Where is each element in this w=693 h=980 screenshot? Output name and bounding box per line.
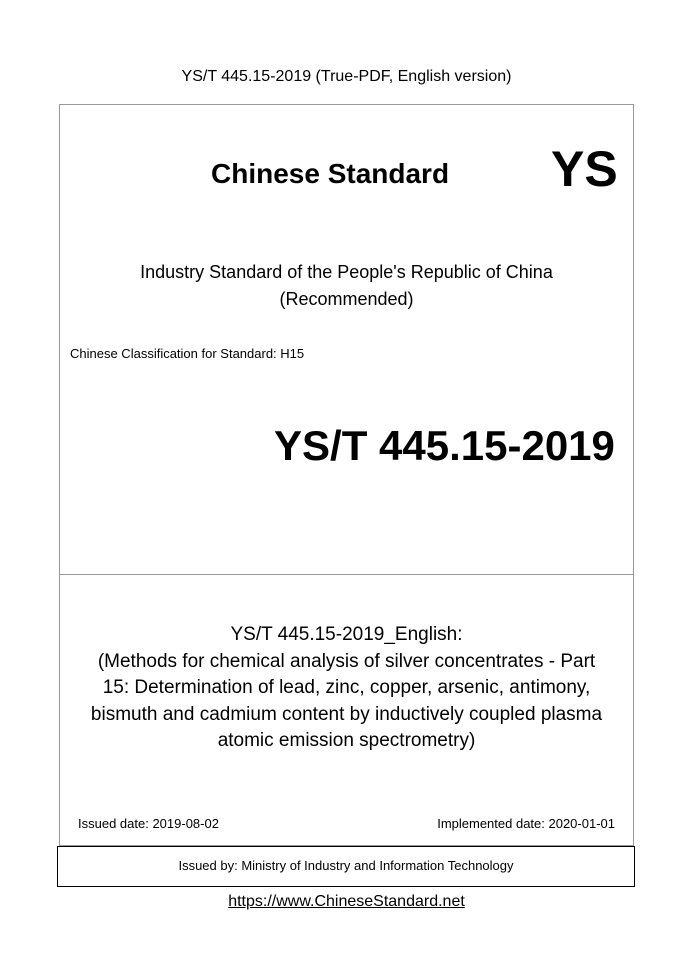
english-title-line: atomic emission spectrometry) bbox=[217, 730, 476, 751]
industry-standard-heading bbox=[59, 259, 634, 313]
recommended-label: (Recommended) bbox=[279, 289, 414, 309]
english-title-line: (Methods for chemical analysis of silver concentrates - Part bbox=[97, 650, 596, 672]
english-title-line: YS/T 445.15-2019_English: bbox=[230, 624, 463, 645]
standard-type-title: Chinese Standard bbox=[211, 158, 450, 189]
english-title-line: 15: Determination of lead, zinc, copper, arsenic, antimony, bbox=[102, 677, 591, 698]
issued-date: Issued date: 2019-08-02 bbox=[78, 816, 219, 831]
website-link[interactable]: https://www.ChineseStandard.net bbox=[228, 893, 465, 910]
section-divider bbox=[59, 574, 634, 575]
issuer-box: Issued by: Ministry of Industry and Information Technology bbox=[57, 846, 635, 887]
implemented-date: Implemented date: 2020-01-01 bbox=[437, 816, 615, 831]
standard-code-mark: YS bbox=[551, 141, 618, 197]
classification-label: Chinese Classification for Standard: H15 bbox=[70, 346, 305, 361]
english-title-line: bismuth and cadmium content by inductively coupled plasma bbox=[90, 703, 603, 725]
standard-number: YS/T 445.15-2019 bbox=[274, 422, 615, 469]
english-title bbox=[62, 622, 631, 755]
industry-line: Industry Standard of the People's Republic of China bbox=[140, 262, 553, 282]
document-header: YS/T 445.15-2019 (True-PDF, English version) bbox=[181, 68, 512, 85]
